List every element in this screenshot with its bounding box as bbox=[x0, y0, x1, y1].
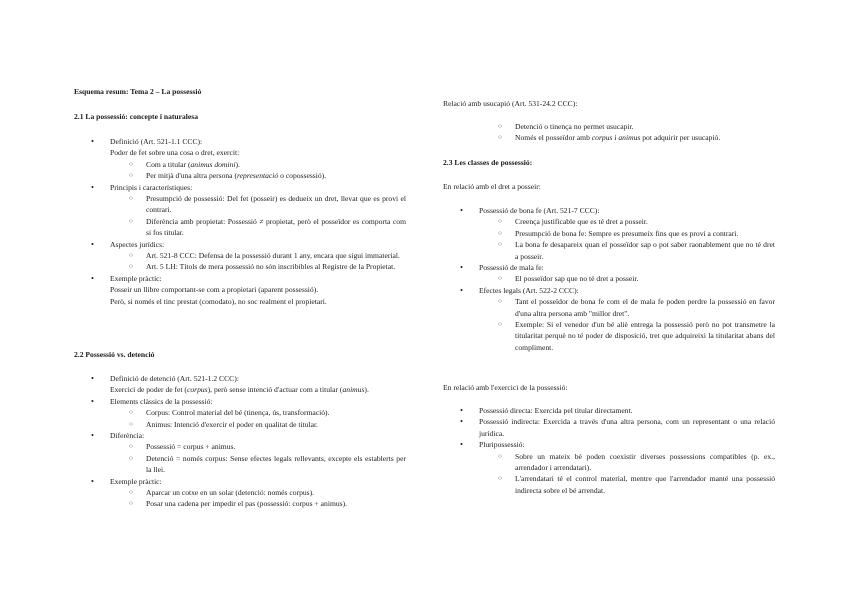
sub-list-item: ○ Només el posseïdor amb corpus i animus pot adquirir per usucapió. bbox=[443, 132, 775, 143]
sub-list-item: ○ Per mitjà d'una altra persona (representació o copossessió). bbox=[74, 170, 406, 181]
sub-list-item: ○ Presumpció de possessió: Del fet (posseir) es dedueix un dret, llevat que es provi el contrari. bbox=[74, 193, 406, 216]
sub-list-item: ○ La bona fe desapareix quan el posseïdor sap o pot saber raonablement que no té dret a posseir. bbox=[443, 239, 775, 262]
list-item: • Diferència: bbox=[74, 430, 406, 441]
list-item: • Possessió de bona fe (Art. 521-7 CCC): bbox=[443, 205, 775, 216]
definicio-text: Poder de fet sobre una cosa o dret, exercit: bbox=[110, 148, 240, 158]
list-item: • Principis i característiques: bbox=[74, 182, 406, 193]
sub-list-item: ○ Art. 521-8 CCC: Defensa de la possessió durant 1 any, encara que sigui immaterial. bbox=[74, 250, 406, 261]
list-item: • Possessió directa: Exercida pel titular directament. bbox=[443, 405, 775, 416]
sub-list-item: ○ Possessió = corpus + animus. bbox=[74, 441, 406, 452]
sub-list-item: ○ Tant el posseïdor de bona fe com el de mala fe poden perdre la possessió en favor d'una altra persona amb "millor dret". bbox=[443, 296, 775, 319]
list-item: • Aspectes jurídics: bbox=[74, 239, 406, 250]
sub-list-item: ○ Creença justificable que es té dret a posseir. bbox=[443, 216, 775, 227]
list-item: • Pluripossessió: bbox=[443, 439, 775, 450]
sub-list-item: ○ Detenció = només corpus: Sense efectes legals rellevants, excepte els establerts per la llei. bbox=[74, 453, 406, 476]
intro-dret: En relació amb el dret a posseir: bbox=[443, 182, 541, 191]
list-item: • Possessió indirecta: Exercida a través d'una altra persona, com un representant o una relació jurídica. bbox=[443, 416, 775, 439]
section-2-1-heading: 2.1 La possessió: concepte i naturalesa bbox=[74, 112, 199, 121]
section-2-3-heading: 2.3 Les classes de possessió: bbox=[443, 158, 533, 167]
usucapio-list bbox=[443, 121, 775, 144]
list-item: • Efectes legals (Art. 522-2 CCC): bbox=[443, 285, 775, 296]
definicio-detencio-text: Exercici de poder de fet (corpus), però sense intenció d'actuar com a titular (animus). bbox=[110, 385, 369, 395]
sub-list-item: ○ Exemple: Si el venedor d'un bé aliè entrega la possessió però no pot transmetre la titularitat perquè no té poder de disposició, tret que adquireixi la titularitat abans del compliment. bbox=[443, 319, 775, 353]
sub-list-item: ○ Presumpció de bona fe: Sempre es presumeix fins que es provi a contrari. bbox=[443, 228, 775, 239]
sub-list-item: ○ Art. 5 LH: Títols de mera possessió no són inscribibles al Registre de la Propietat. bbox=[74, 261, 406, 272]
usucapio-title: Relació amb usucapió (Art. 531-24.2 CCC): bbox=[443, 99, 578, 108]
section-2-2-heading: 2.2 Possessió vs. detenció bbox=[74, 350, 155, 359]
sub-list-item: ○ Posar una cadena per impedir el pas (possessió: corpus + animus). bbox=[74, 498, 406, 509]
intro-exercici: En relació amb l'exercici de la possessió: bbox=[443, 383, 568, 392]
sub-list-item: ○ Corpus: Control material del bé (tinença, ús, transformació). bbox=[74, 407, 406, 418]
sub-list-item: ○ Com a titular (animus domini). bbox=[74, 159, 406, 170]
classes-dret-list bbox=[443, 205, 775, 353]
list-item: • Possessió de mala fe: bbox=[443, 262, 775, 273]
sub-list-item: ○ Animus: Intenció d'exercir el poder en qualitat de titular. bbox=[74, 419, 406, 430]
exemple-text: Però, si només el tinc prestat (comodato), no soc realment el propietari. bbox=[110, 296, 327, 306]
exemple-text: Posseir un llibre comportant-se com a propietari (aparent possessió). bbox=[110, 285, 319, 295]
definicio-section bbox=[74, 136, 406, 307]
sub-list-item: ○ Aparcar un cotxe en un solar (detenció: només corpus). bbox=[74, 487, 406, 498]
classes-exercici-list bbox=[443, 405, 775, 496]
sub-list-item: ○ Sobre un mateix bé poden coexistir diverses possessions compatibles (p. ex., arrendador i arrendatari). bbox=[443, 451, 775, 474]
sub-list-item: ○ L'arrendatari té el control material, mentre que l'arrendador manté una possessió indirecta sobre el bé arrendat. bbox=[443, 473, 775, 496]
list-item: • Definició de detenció (Art. 521-1.2 CCC): bbox=[74, 373, 406, 384]
list-item: • Definició (Art. 521-1.1 CCC): bbox=[74, 136, 406, 147]
sub-list-item: ○ Detenció o tinença no permet usucapir. bbox=[443, 121, 775, 132]
document-title: Esquema resum: Tema 2 – La possessió bbox=[74, 87, 202, 96]
detencio-section bbox=[74, 373, 406, 510]
sub-list-item: ○ Diferència amb propietat: Possessió ≠ propietat, però el posseïdor es comporta com si fos titular. bbox=[74, 216, 406, 239]
sub-list-item: ○ El posseïdor sap que no té dret a posseir. bbox=[443, 273, 775, 284]
list-item: • Exemple pràctic: bbox=[74, 273, 406, 284]
list-item: • Exemple pràctic: bbox=[74, 476, 406, 487]
list-item: • Elements clàssics de la possessió: bbox=[74, 396, 406, 407]
